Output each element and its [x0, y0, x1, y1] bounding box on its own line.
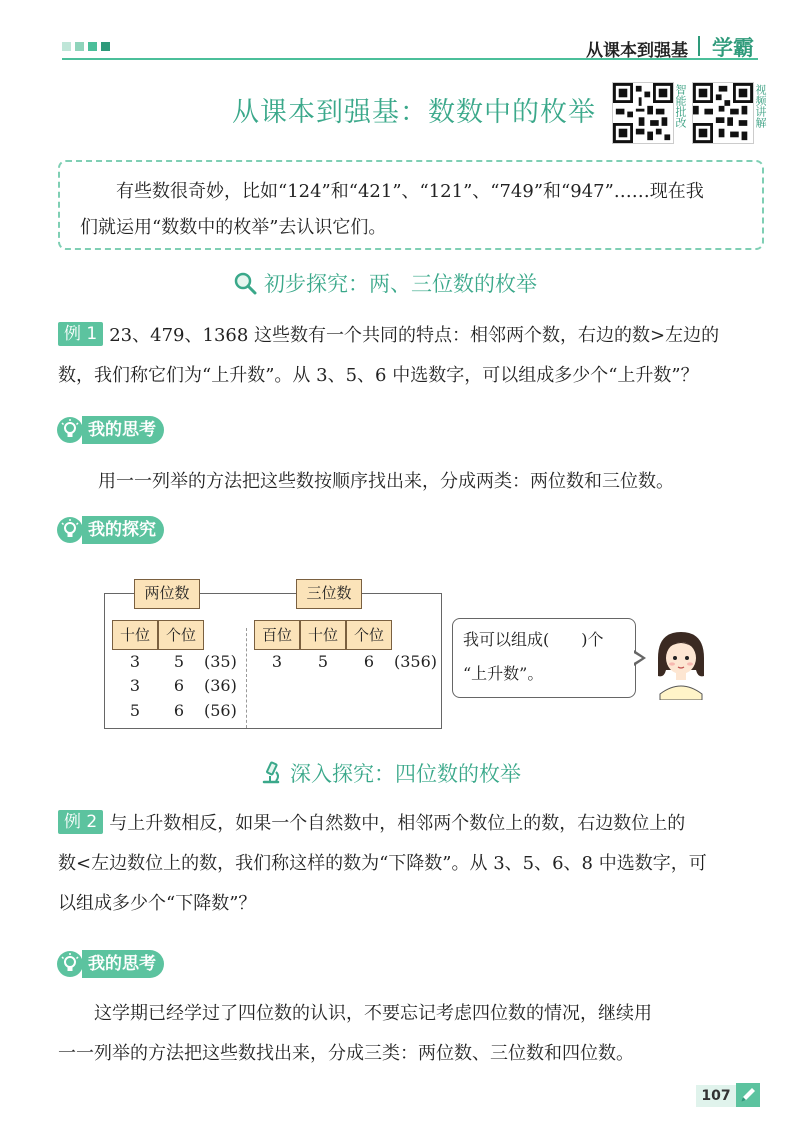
- example-1: [58, 316, 764, 396]
- qr-code-icon: [613, 83, 673, 143]
- table-cell: (35): [204, 652, 237, 671]
- table-cell: 3: [129, 676, 141, 695]
- table-cell: 3: [129, 652, 141, 671]
- example-line: [58, 804, 764, 844]
- header-square: [62, 42, 71, 51]
- table-cell: (356): [394, 652, 438, 671]
- explore-badge: [56, 516, 164, 544]
- page-title: 从课本到强基：数数中的枚举: [232, 97, 596, 128]
- table-cell: 6: [173, 676, 185, 695]
- qr-code-icon: [693, 83, 753, 143]
- example-line: 数<左边数位上的数，我们称这样的数为“下降数”。从 3、5、6、8 中选数字，可: [58, 853, 707, 874]
- table-cell: (36): [204, 676, 237, 695]
- explore-label: 我的探究: [82, 516, 164, 544]
- table-cell: 5: [129, 701, 141, 720]
- speech-bubble: [452, 618, 636, 698]
- example-2: [58, 804, 764, 924]
- lightbulb-icon: [56, 516, 84, 544]
- header-ones: 个位: [158, 620, 204, 650]
- think-badge: [56, 416, 164, 444]
- header-tens: 十位: [112, 620, 158, 650]
- example-line: 数，我们称它们为“上升数”。从 3、5、6 中选数字，可以组成多少个“上升数”？: [58, 365, 699, 386]
- table-cell: 3: [271, 652, 283, 671]
- think-text: 用一一列举的方法把这些数按顺序找出来，分成两类：两位数和三位数。: [98, 471, 674, 492]
- lightbulb-icon: [56, 950, 84, 978]
- table-cell: 5: [173, 652, 185, 671]
- header-brand: 学霸: [712, 36, 754, 60]
- magnifier-icon: [232, 270, 258, 296]
- example-tag: 例 2: [58, 810, 103, 834]
- header-tens: 十位: [300, 620, 346, 650]
- example-tag: 例 1: [58, 322, 103, 346]
- section-heading-advanced: [258, 758, 521, 788]
- lightbulb-icon: [56, 416, 84, 444]
- three-digit-title: 三位数: [296, 579, 362, 609]
- qr-code-grading[interactable]: [612, 82, 674, 144]
- header-hundreds: 百位: [254, 620, 300, 650]
- table-cell: (56): [204, 701, 237, 720]
- example-text: 23、479、1368 这些数有一个共同的特点：相邻两个数，右边的数>左边的: [109, 325, 720, 346]
- example-line: [58, 316, 764, 356]
- page-number: 107: [696, 1085, 736, 1107]
- intro-line: 们就运用“数数中的枚举”去认识它们。: [80, 217, 387, 238]
- example-line: 以组成多少个“下降数”？: [58, 893, 257, 914]
- pencil-icon: [736, 1083, 760, 1107]
- header-ones: 个位: [346, 620, 392, 650]
- think-badge: [56, 950, 164, 978]
- header-separator: [698, 36, 700, 56]
- think-label: 我的思考: [82, 950, 164, 978]
- qr-caption-video: 视频讲解: [754, 84, 767, 128]
- table-cell: 6: [363, 652, 375, 671]
- bubble-tail-inner: [632, 652, 642, 664]
- header-label: 从课本到强基: [586, 41, 688, 61]
- section-heading-basic: [232, 268, 537, 298]
- section-title: 初步探究：两、三位数的枚举: [264, 272, 537, 296]
- example-text: 与上升数相反，如果一个自然数中，相邻两个数位上的数，右边数位上的: [109, 813, 686, 834]
- intro-box: [58, 160, 764, 250]
- table-cell: 5: [317, 652, 329, 671]
- header-square: [75, 42, 84, 51]
- bubble-line: 我可以组成( )个: [463, 630, 604, 649]
- table-cell: 6: [173, 701, 185, 720]
- think-text: [58, 994, 764, 1074]
- header-squares: [62, 42, 110, 51]
- qr-caption-grading: 智能批改: [674, 84, 687, 128]
- think-label: 我的思考: [82, 416, 164, 444]
- think-line: 这学期已经学过了四位数的认识，不要忘记考虑四位数的情况，继续用: [94, 1003, 652, 1024]
- header-square: [101, 42, 110, 51]
- qr-code-video[interactable]: [692, 82, 754, 144]
- two-digit-title: 两位数: [134, 579, 200, 609]
- girl-illustration: [650, 628, 712, 700]
- bubble-line: “上升数”。: [463, 664, 544, 683]
- microscope-icon: [258, 760, 284, 786]
- intro-line: 有些数很奇妙，比如“124”和“421”、“121”、“749”和“947”……现在我: [116, 181, 704, 202]
- think-line: 一一列举的方法把这些数找出来，分成三类：两位数、三位数和四位数。: [58, 1043, 634, 1064]
- header-square: [88, 42, 97, 51]
- section-title: 深入探究：四位数的枚举: [290, 762, 521, 786]
